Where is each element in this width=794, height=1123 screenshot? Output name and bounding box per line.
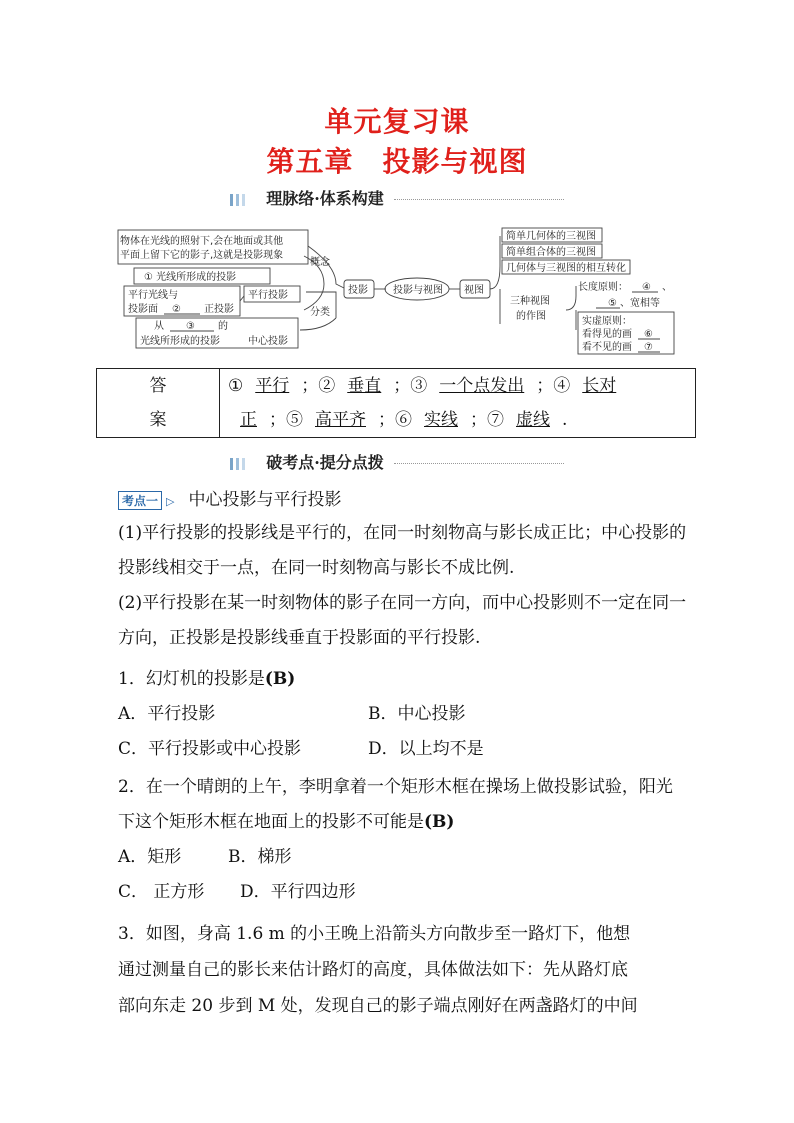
mm-proj: 投影 [348,285,368,296]
answer-label: 答 案 [97,369,220,438]
mm-len-rule: 长度原则： [578,282,628,293]
mm-n2: ② [172,304,181,315]
answer-content: ① 平行 ；② 垂直 ；③ 一个点发出 ；④ 长对 正 ；⑤ 高平齐 ；⑥ 实线 ；⑦ 虚线 . [220,369,696,438]
mm-center: 投影与视图 [393,285,443,296]
answer-4a: 长对 [582,376,617,396]
mm-from: 从 [154,321,164,332]
mm-notsee: 看不见的画 [582,342,632,353]
question-3: 3．如图，身高 1.6 m 的小王晚上沿箭头方向散步至一路灯下，他想 通过测量自己的影长来估计路灯的高度，具体做法如下：先从路灯底 部向东走 20 步到 M 处，发现自己的影子端点刚好在两盏路灯的中间 [118,924,638,1016]
mm-r2: 简单组合体的三视图 [506,247,596,258]
arrow-right-icon: ▷ [166,495,175,508]
section-header-points [0,450,794,473]
paragraph-1: (1)平行投影的投影线是平行的，在同一时刻物高与影长成正比；中心投影的投影线相交于一点，在同一时刻物高与影长不成比例. [118,523,687,578]
answer-table [96,368,696,438]
mm-n4: ④ [642,282,651,293]
mm-classify: 分类 [310,307,330,318]
section-rule [394,463,564,464]
mm-width-eq: 宽相等 [630,298,660,309]
page-title: 单元复习课 [324,105,470,138]
answer-7: 虚线 [516,410,550,430]
answer-5: 高平齐 [315,410,366,430]
section-title: 理脉络·体系构建 [266,189,384,208]
mm-r1: 简单几何体的三视图 [506,231,596,242]
mm-see: 看得见的画 [582,329,632,340]
mm-n1: ① 光线所形成的投影 [144,272,237,283]
mm-central-proj: 中心投影 [248,336,288,347]
mm-concept: 概念 [310,257,330,268]
mm-n6: ⑥ [644,329,653,340]
mm-n3: ③ [186,321,195,332]
kaodian-tag: 考点一 [118,491,162,510]
answer-6: 实线 [424,410,458,430]
mm-parallel-proj: 平行投影 [248,290,288,301]
mm-sx-rule: 实虚原则： [582,316,632,327]
question-2: 2．在一个晴朗的上午，李明拿着一个矩形木框在操场上做投影试验，阳光下这个矩形木框在地面上的投影不可能是(B) A．矩形 B．梯形 C． 正方形 D．平行四边形 [118,777,673,902]
paragraph-2: (2)平行投影在某一时刻物体的影子在同一方向，而中心投影则不一定在同一方向，正投影是投影线垂直于投影面的平行投影. [118,593,687,648]
mm-r4b: 的作图 [516,311,546,322]
answer-4b: 正 [240,410,257,430]
section-title: 破考点·提分点拨 [266,453,384,472]
section-rule [394,199,564,200]
section-header-structure [0,186,794,209]
answer-1: 平行 [255,376,290,396]
question-1: 1．幻灯机的投影是(B) A．平行投影 B．中心投影 C．平行投影或中心投影 D．以上均不是 [118,669,484,759]
mm-comma2: 、 [620,298,630,309]
mm-def-line2: 平面上留下它的影子,这就是投影现象 [120,250,284,261]
section-bar-icon [230,194,256,206]
mm-parallel-a: 平行光线与 [128,290,178,301]
chapter-title: 第五章 投影与视图 [266,145,528,178]
mm-r4a: 三种视图 [510,296,550,307]
mm-central-desc: 光线所形成的投影 [140,336,220,347]
mm-zheng: 正投影 [204,304,234,315]
mm-de: 的 [218,321,228,332]
answer-3: 一个点发出 [439,376,525,396]
mm-view: 视图 [464,285,484,296]
kaodian-title: 中心投影与平行投影 [188,490,342,510]
mm-comma1: 、 [662,282,672,293]
mm-r3: 几何体与三视图的相互转化 [506,263,626,274]
section-bar-icon [230,458,256,470]
answer-2: 垂直 [347,376,382,396]
mm-n5: ⑤ [608,298,617,309]
mm-def-line1: 物体在光线的照射下,会在地面或其他 [120,236,284,247]
mind-map [114,226,680,356]
mm-parallel-b: 投影面 [128,304,158,315]
kaodian-header [118,485,341,510]
mm-n7: ⑦ [644,342,653,353]
